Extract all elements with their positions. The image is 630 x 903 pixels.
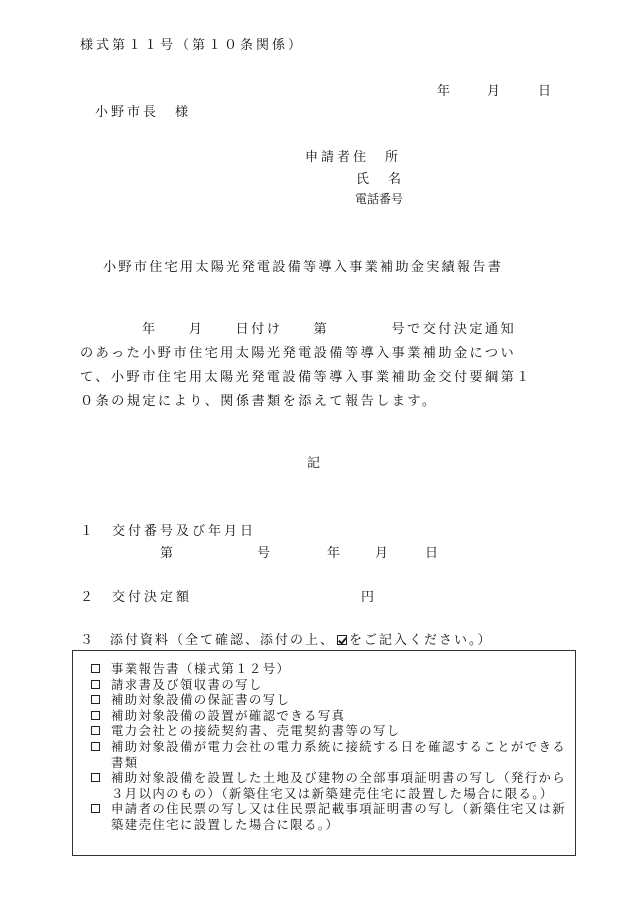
attachment-item: 電力会社との接続契約書、売電契約書等の写し: [91, 723, 571, 739]
checkbox[interactable]: [91, 680, 100, 689]
date-month: 月: [487, 84, 501, 99]
attachments-box: [72, 650, 576, 856]
checkbox[interactable]: [91, 695, 100, 704]
item1-year: 年: [327, 546, 341, 561]
item3-label: [80, 629, 493, 648]
body-paragraph: [80, 318, 560, 414]
attachment-item: 請求書及び領収書の写し: [91, 677, 571, 693]
item1-dai: 第: [160, 546, 174, 561]
item2-yen: 円: [361, 590, 375, 605]
checkbox[interactable]: [91, 664, 100, 673]
attachment-item: 補助対象設備が電力会社の電力系統に接続する日を確認することができる書類: [91, 739, 571, 770]
date-year: 年: [437, 84, 451, 99]
applicant-phone-label: 電話番号: [355, 192, 404, 206]
item2-label: ２ 交付決定額: [80, 590, 193, 605]
body-line-3: て、小野市住宅用太陽光発電設備等導入事業補助金交付要綱第１: [80, 370, 532, 385]
applicant-name-label: 氏 名: [356, 172, 405, 187]
attachment-item: 補助対象設備の保証書の写し: [91, 692, 571, 708]
item3-label-pre: ３ 添付資料（全て確認、添付の上、: [80, 633, 336, 648]
item1-month: 月: [375, 546, 389, 561]
item1-label: １ 交付番号及び年月日: [80, 524, 257, 539]
item1-day: 日: [425, 546, 439, 561]
attachment-item: 申請者の住民票の写し又は住民票記載事項証明書の写し（新築住宅又は新築建売住宅に設置した場合に限る。）: [91, 801, 571, 832]
attachment-item: 補助対象設備を設置した土地及び建物の全部事項証明書の写し（発行から３月以内のもの）（新築住宅又は新築建売住宅に設置した場合に限る。）: [91, 770, 571, 801]
checkbox[interactable]: [91, 742, 100, 751]
checkbox[interactable]: [91, 726, 100, 735]
checkbox[interactable]: [91, 804, 100, 813]
body-line-4: ０条の規定により、関係書類を添えて報告します。: [80, 394, 438, 409]
attachment-item: 事業報告書（様式第１２号）: [91, 661, 571, 677]
checkbox[interactable]: [91, 773, 100, 782]
addressee: 小野市長 様: [95, 105, 192, 120]
checked-box-icon: [337, 635, 347, 645]
body-line-1: 年 月 日付け 第 号で交付決定通知: [142, 322, 517, 337]
checkbox[interactable]: [91, 711, 100, 720]
form-number: 様式第１１号（第１０条関係）: [80, 38, 305, 53]
item1-go: 号: [257, 546, 271, 561]
body-line-2: のあった小野市住宅用太陽光発電設備等導入事業補助金につい: [80, 346, 517, 361]
date-day: 日: [538, 84, 552, 99]
page-title: 小野市住宅用太陽光発電設備等導入事業補助金実績報告書: [103, 260, 504, 275]
applicant-address-label: 申請者住 所: [305, 150, 402, 165]
attachments-list: [91, 661, 571, 833]
attachment-item: 補助対象設備の設置が確認できる写真: [91, 708, 571, 724]
item3-label-post: をご記入ください。）: [349, 633, 493, 648]
ki-heading: 記: [307, 456, 321, 471]
